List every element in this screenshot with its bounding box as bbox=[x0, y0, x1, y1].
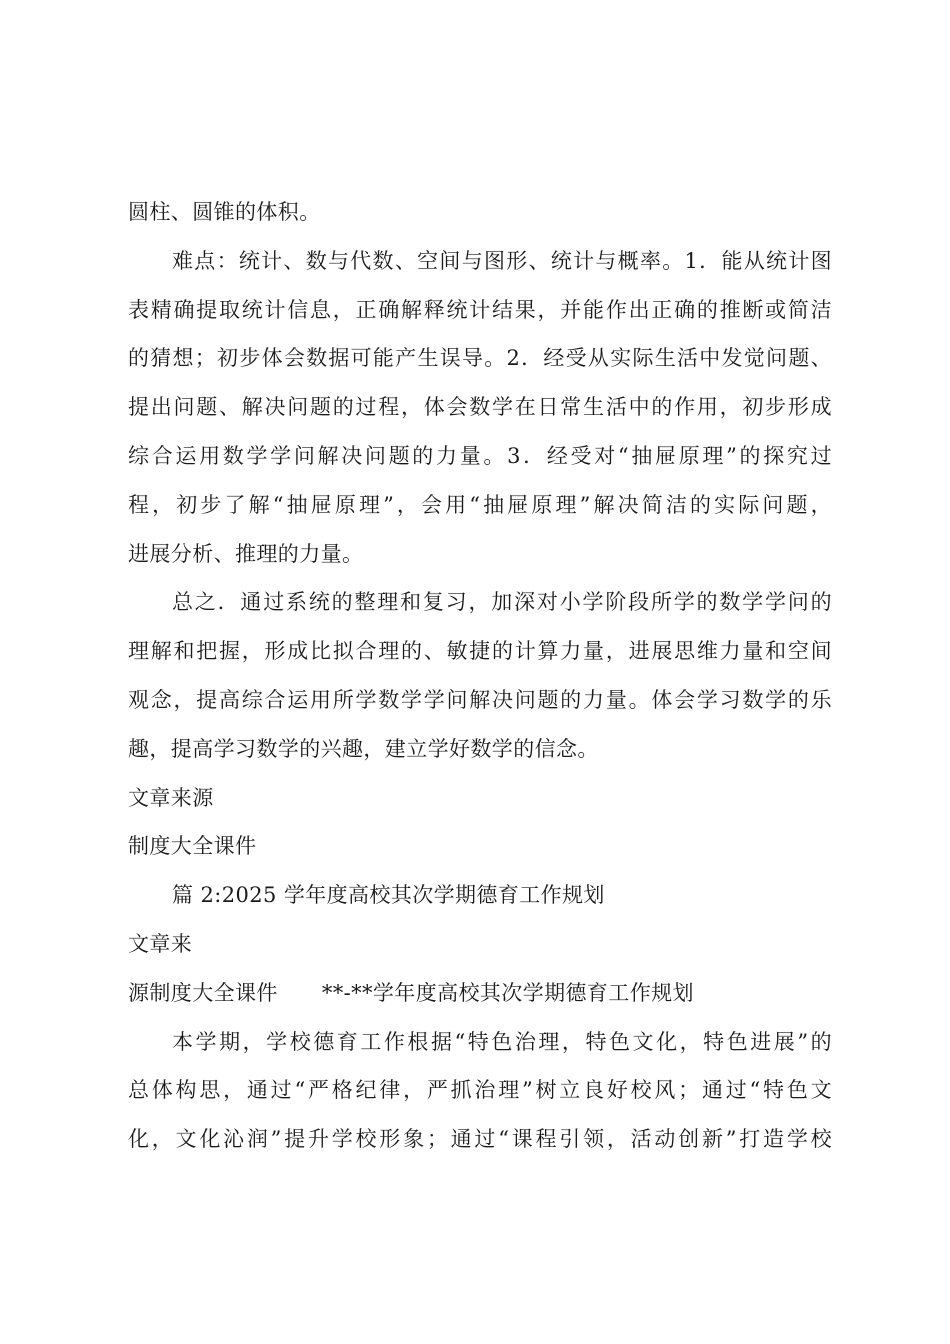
article-heading: **-**学年度高校其次学期德育工作规划 bbox=[321, 980, 694, 1005]
article-title: 篇 2:2025 学年度高校其次学期德育工作规划 bbox=[172, 883, 605, 908]
source-heading-line bbox=[128, 969, 832, 1018]
moral-line-1: 本学期，学校德育工作根据“特色治理，特色文化，特色进展”的 bbox=[172, 1029, 832, 1054]
summary-line-2: 理解和把握，形成比拟合理的、敏捷的计算力量，进展思维力量和空间 bbox=[128, 639, 832, 664]
paragraph-line: 圆柱、圆锥的体积。 bbox=[128, 200, 321, 224]
document-body bbox=[128, 188, 832, 1164]
source-label: 文章来 bbox=[128, 931, 193, 956]
summary-line-4: 趣，提高学习数学的兴趣，建立学好数学的信念。 bbox=[128, 736, 599, 761]
difficulty-line-7: 进展分析、推理的力量。 bbox=[128, 541, 364, 566]
moral-line-3: 化，文化沁润”提升学校形象；通过“课程引领，活动创新”打造学校 bbox=[128, 1127, 832, 1152]
difficulty-line-4: 提出问题、解决问题的过程，体会数学在日常生活中的作用，初步形成 bbox=[128, 395, 832, 420]
source-label: 文章来源 bbox=[128, 785, 214, 810]
difficulty-line-3: 的猜想；初步体会数据可能产生误导。2．经受从实际生活中发觉问题、 bbox=[128, 346, 832, 371]
summary-line-3: 观念，提高综合运用所学数学学问解决问题的力量。体会学习数学的乐 bbox=[128, 687, 832, 712]
difficulty-line-6: 程，初步了解“抽屉原理”，会用“抽屉原理”解决简洁的实际问题， bbox=[128, 492, 832, 517]
moral-line-2: 总体构思，通过“严格纪律，严抓治理”树立良好校风；通过“特色文 bbox=[128, 1078, 832, 1103]
source-label: 制度大全课件 bbox=[128, 834, 257, 859]
difficulty-line-2: 表精确提取统计信息，正确解释统计结果，并能作出正确的推断或简洁 bbox=[128, 297, 832, 322]
difficulty-line-5: 综合运用数学学问解决问题的力量。3．经受对“抽屉原理”的探究过 bbox=[128, 443, 832, 468]
difficulty-line-1: 难点：统计、数与代数、空间与图形、统计与概率。1．能从统计图 bbox=[172, 248, 832, 273]
summary-line-1: 总之．通过系统的整理和复习，加深对小学阶段所学的数学学问的 bbox=[172, 590, 832, 615]
source-label: 源制度大全课件 bbox=[128, 980, 278, 1005]
